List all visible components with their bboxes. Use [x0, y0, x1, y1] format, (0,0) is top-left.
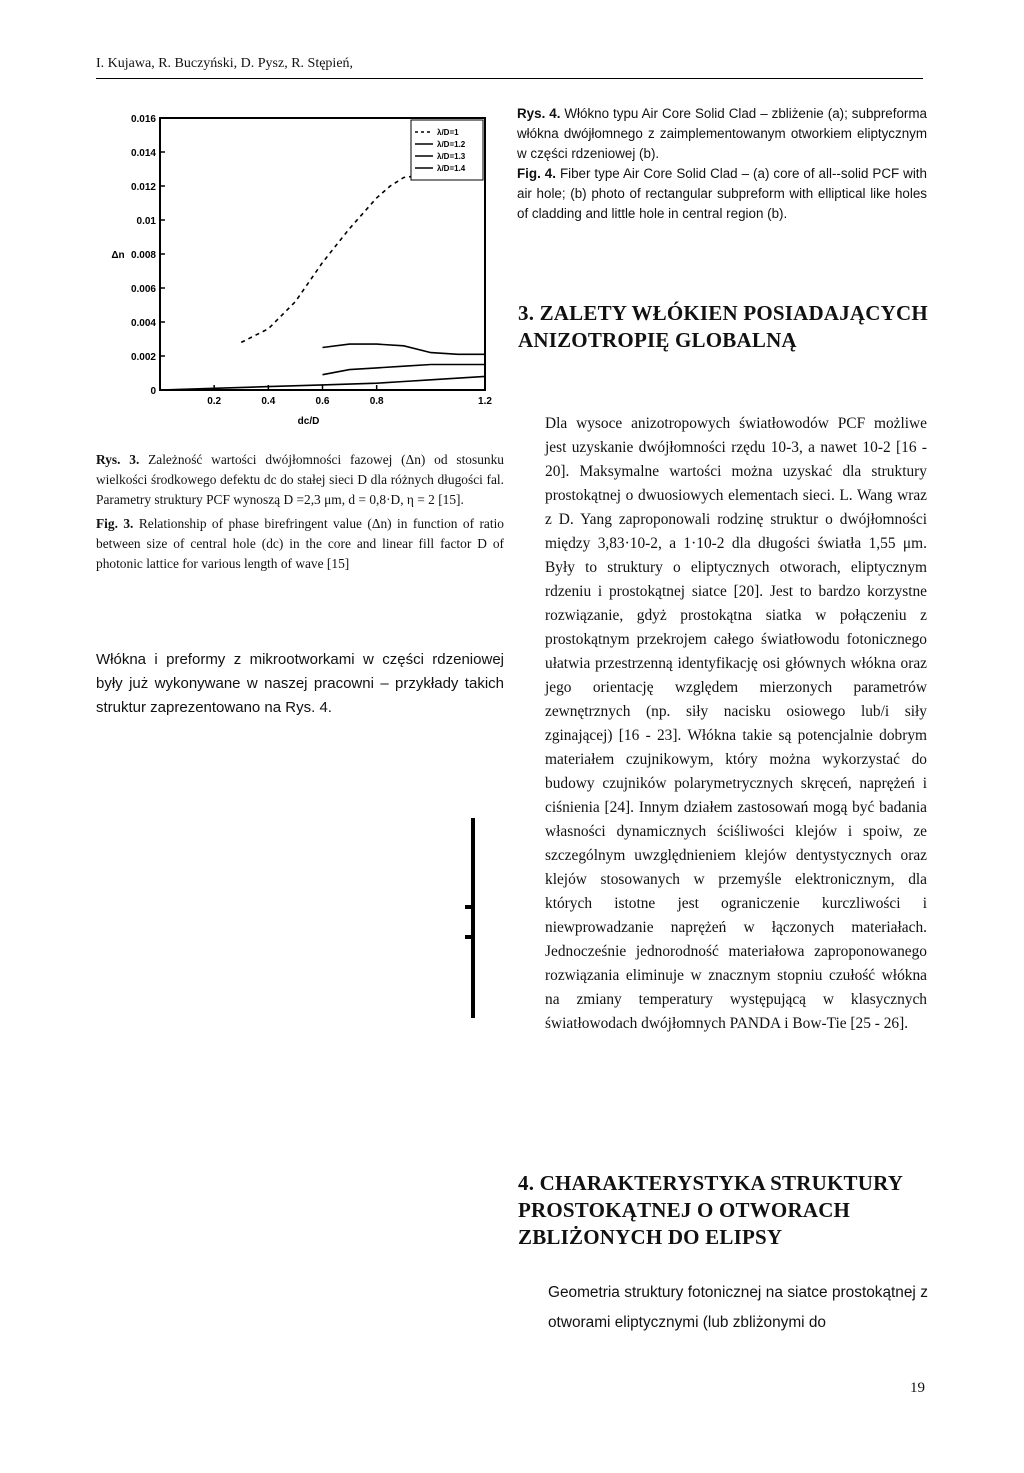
y-tick-label: 0.01 [136, 216, 156, 227]
series-line-3 [323, 365, 486, 375]
y-tick-label: 0.002 [130, 352, 156, 363]
header-rule [96, 78, 923, 79]
legend-label: λ/D=1 [437, 128, 459, 137]
section-3-heading: 3. ZALETY WŁÓKIEN POSIADAJĄCYCH ANIZOTROPIĘ GLOBALNĄ [518, 301, 928, 352]
legend-label: λ/D=1.3 [437, 152, 466, 161]
figure-4-caption [517, 104, 927, 224]
y-tick-label: 0.008 [130, 250, 156, 261]
page-number: 19 [910, 1380, 925, 1396]
scan-artifact-tick [465, 905, 475, 909]
x-tick-label: 1.2 [478, 396, 492, 407]
fig3-en-label: Fig. 3. [96, 516, 134, 531]
fig4-pl-text: Włókno typu Air Core Solid Clad – zbliżenie (a); subpreforma włókna dwójłomnego z zaimplementowanym otworkiem eliptycznym w części rdzeniowej (b). [517, 106, 927, 161]
scan-artifact-bar [471, 818, 475, 1018]
y-tick-label: 0 [150, 386, 156, 397]
section-4-heading: 4. CHARAKTERYSTYKA STRUKTURY PROSTOKĄTNEJ O OTWORACH ZBLIŻONYCH DO ELIPSY [518, 1171, 903, 1249]
y-tick-label: 0.014 [130, 148, 156, 159]
x-tick-label: 0.8 [369, 396, 384, 407]
section-3-paragraph: Dla wysoce anizotropowych światłowodów PCF możliwe jest uzyskanie dwójłomności rzędu 10-3, a nawet 10-2 [16 - 20]. Maksymalne wartości można uzyskać dla struktury prostokątnej o dwuosiowych elementach sieci. L. Wang wraz z D. Yang zaproponowali rodzinę struktur o dwójłomności między 3,83·10-2, a 1·10-2 dla długości światła 1,55 μm. Były to struktury o eliptycznych otworach, eliptycznym rdzeniu i prostokątnej siatce [20]. Jest to bardzo korzystne rozwiązanie, gdyż prostokątna siatka w połączeniu z prostokątnym przekrojem całego światłowodu fotonicznego ułatwia przestrzenną identyfikację osi głównych włókna oraz jego orientację względem mierzonych parametrów zewnętrznych (np. siły nacisku osiowego lub/i siły zginającej) [16 - 23]. Włókna takie są potencjalnie dobrym materiałem czujnikowym, który można wykorzystać do budowy czujników polarymetrycznych skręceń, naprężeń i ciśnienia [24]. Innym działem zastosowań mogą być badania własności dynamicznych ściśliwości klejów i spoiw, ze szczególnym uwzględnieniem klejów dentystycznych oraz klejów stosowanych w przemyśle elektronicznym, dla których istotne jest ograniczenie kurczliwości i niewprowadzanie naprężeń w łączonych materiałach. Jednocześnie jednorodność materiałowa zaproponowanego rozwiązania eliminuje w znacznym stopniu czułość włókna na zmiany temperatury występującą w klasycznych światłowodach dwójłomnych PANDA i Bow-Tie [25 - 26]. [545, 415, 927, 1032]
section-3-body [545, 412, 927, 1036]
fig4-en-text: Fiber type Air Core Solid Clad – (a) core of all--solid PCF with air hole; (b) photo of rectangular subpreform with elliptical like holes of cladding and little hole in central region (b). [517, 166, 927, 221]
y-tick-label: 0.004 [130, 318, 156, 329]
scan-artifact-tick [465, 935, 475, 939]
fig3-pl-label: Rys. 3. [96, 452, 140, 467]
legend-label: λ/D=1.2 [437, 140, 466, 149]
fig3-en-text: Relationship of phase birefringent value (Δn) in function of ratio between size of central hole (dc) in the core and linear fill factor D of photonic lattice for various length of wave [15] [96, 516, 504, 571]
figure-3-caption [96, 450, 504, 574]
fig4-en-label: Fig. 4. [517, 166, 556, 181]
y-tick-label: 0.016 [130, 114, 156, 125]
fig3-pl-text: Zależność wartości dwójłomności fazowej (Δn) od stosunku wielkości środkowego defektu dc do stałej sieci D dla różnych długości fal. Parametry struktury PCF wynoszą D =2,3 μm, d = 0,8·D, η = 2 [15]. [96, 452, 504, 507]
birefringence-chart [100, 100, 500, 430]
x-axis-label: dc/D [297, 416, 320, 427]
x-tick-label: 0.2 [207, 396, 222, 407]
y-tick-label: 0.012 [130, 182, 156, 193]
x-tick-label: 0.6 [315, 396, 330, 407]
section-4-body: Geometria struktury fotonicznej na siatce prostokątnej z otworami eliptycznymi (lub zbliżonymi do [548, 1284, 928, 1331]
series-line-4 [323, 344, 486, 354]
running-header-authors: I. Kujawa, R. Buczyński, D. Pysz, R. Stępień, [96, 56, 354, 71]
series-line-1 [241, 176, 417, 343]
y-axis-label: Δn [111, 250, 125, 261]
body-text-left: Włókna i preformy z mikrootworkami w części rdzeniowej były już wykonywane w naszej pracowni – przykłady takich struktur zaprezentowano na Rys. 4. [96, 651, 504, 716]
fig4-pl-label: Rys. 4. [517, 106, 561, 121]
y-tick-label: 0.006 [130, 284, 156, 295]
legend-label: λ/D=1.4 [437, 164, 466, 173]
x-tick-label: 0.4 [261, 396, 276, 407]
